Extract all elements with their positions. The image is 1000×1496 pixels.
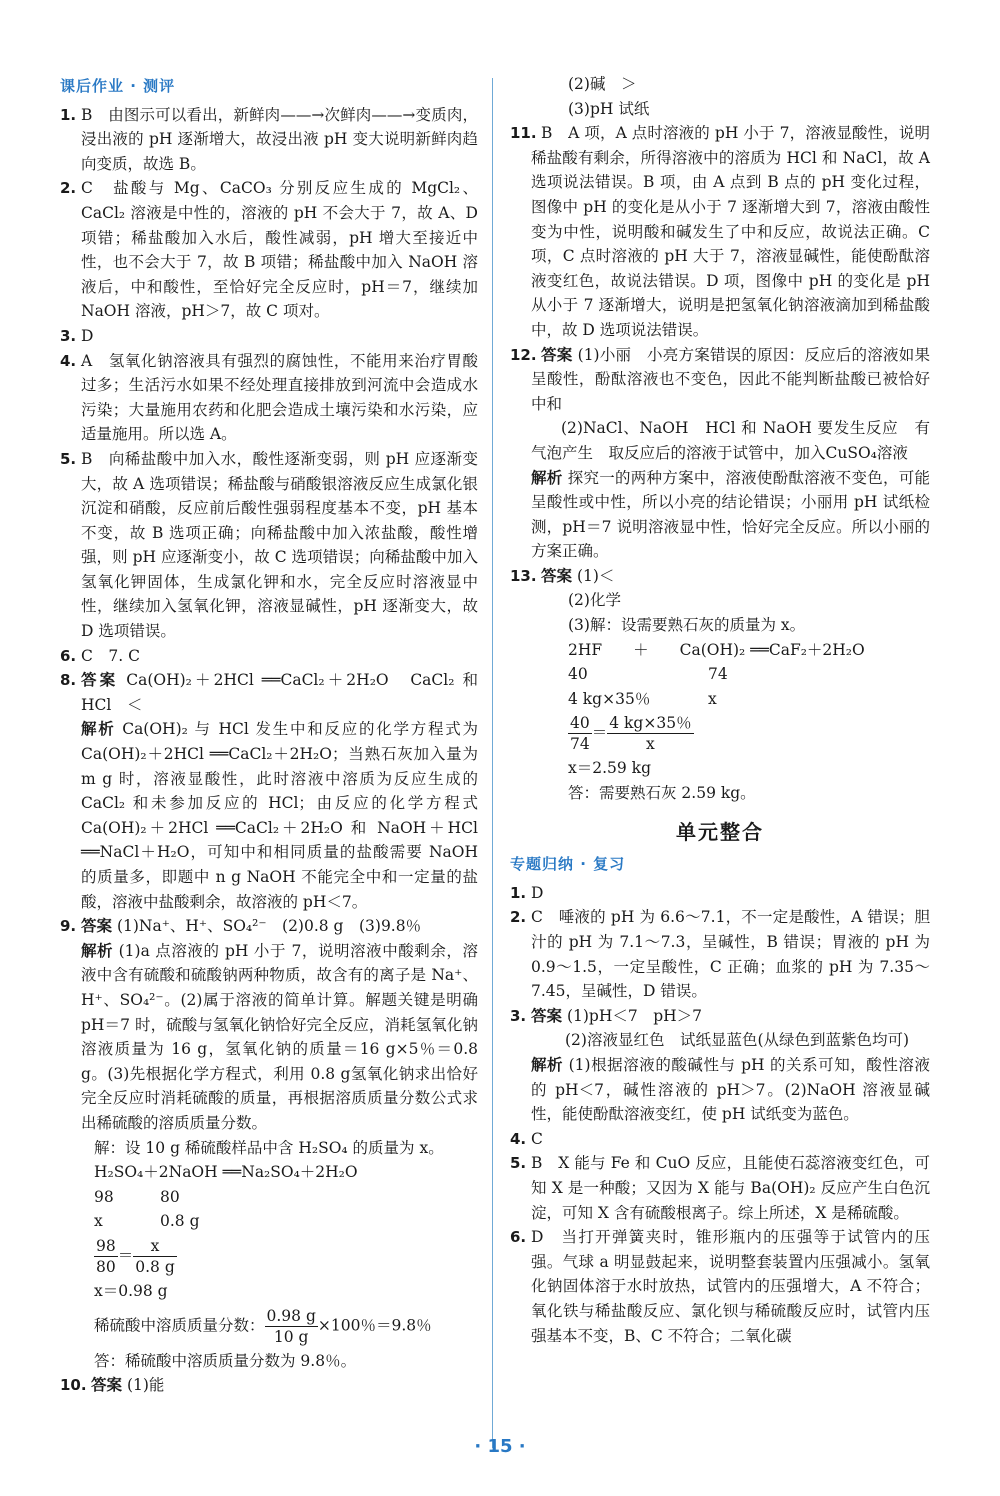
mass-row-1: 98 80 [94,1187,180,1206]
item-number: 2. [60,179,77,198]
item-number: 8. [60,671,77,690]
review-item-6 [510,1225,930,1348]
answer-item-10 [60,1373,478,1398]
item-text: D 当打开弹簧夹时，锥形瓶内的压强等于试管内的压强。气球 a 明显鼓起来，说明整套装置内压强减小。氢氧化钠固体溶于水时放热，试管内的压强增大，A 不符合；氧化铁与稀盐酸反应、氯化钡与稀硫酸反应时，试管内压强基本不变，B、C 不符合；二氧化碳 [531,1228,930,1345]
answer-text: (1)能 [126,1376,165,1395]
answer-item-8 [60,668,478,717]
fraction: $\frac{40}{74}$ [570,714,590,754]
item-number: 5. [60,449,77,468]
item-text: B 由图示可以看出，新鲜肉——→次鲜肉——→变质肉，浸出液的 pH 逐渐增大，故浸出液 pH 变大说明新鲜肉趋向变质，故选 B。 [81,105,478,173]
item-number: 2. [510,908,527,927]
solution-line: 解：设 10 g 稀硫酸样品中含 H₂SO₄ 的质量为 x。 [94,1138,444,1157]
review-item-5 [510,1151,930,1225]
analysis-label: 解析 [531,1055,564,1074]
mass-row-1: 40 74 [568,665,728,684]
analysis-item-8 [60,717,478,914]
analysis-text: Ca(OH)₂ 与 HCl 发生中和反应的化学方程式为 Ca(OH)₂＋2HCl ══CaCl₂＋2H₂O；当熟石灰加入量为 m g 时，溶液显酸性，此时溶液中溶质为反应生成的 CaCl₂ 和未参加反应的 HCl；由反应的化学方程式 Ca(OH)₂＋2HCl ══CaCl₂＋2H₂O 和 NaOH＋HCl ══NaCl＋H₂O，可知中和相同质量的盐酸需要 NaOH 的质量多，即题中 n g NaOH 不能完全中和一定量的盐酸，溶液中盐酸剩余，故溶液的 pH＜7。 [81,720,478,911]
answer-13-part-2: (2)化学 [568,591,621,610]
result-line: x＝0.98 g [94,1281,168,1300]
answer-item-3 [60,324,478,349]
page-number: · 15 · [474,1436,526,1457]
answer-item-1 [60,103,478,177]
percentage-line: 稀硫酸中溶质质量分数： $\frac{0.98 g}{10 g}$ ×100％＝9.8％ [94,1306,432,1346]
answer-text: (1)小丽 小亮方案错误的原因：反应后的溶液如果呈酸性，酚酞溶液也不变色，因此不能判断盐酸已被恰好中和 [531,345,930,413]
item-text: D [531,883,544,902]
fraction: $\frac{x}{0.8 g}$ [135,1236,175,1276]
analysis-label: 解析 [81,720,116,739]
answer-label: 答案 [541,345,573,364]
fraction: $\frac{4 kg\times 35\%}{x}$ [609,714,692,754]
item-text: C [531,1129,543,1148]
analysis-label: 解析 [531,468,563,487]
mass-row-2: x 0.8 g [94,1212,200,1231]
proportion-line: $\frac{98}{80}$ ＝ $\frac{x}{0.8 g}$ [96,1236,175,1276]
item-text: D [81,326,94,345]
equation-line: 2HF ＋ Ca(OH)₂ ══CaF₂＋2H₂O [568,640,865,659]
review-item-1 [510,881,930,906]
answer-item-9 [60,914,478,939]
item-number: 5. [510,1154,527,1173]
final-answer: 答：稀硫酸中溶质质量分数为 9.8％。 [94,1351,357,1370]
answer-item-2 [60,176,478,324]
answer-12-part-2: (2)NaCl、NaOH HCl 和 NaOH 要发生反应 有气泡产生 取反应后的溶液于试管中，加入CuSO₄溶液 [531,419,930,462]
item-number: 12. [510,345,537,364]
item-number: 10. [60,1376,87,1395]
answer-item-13 [510,564,930,589]
review-analysis-3 [510,1053,930,1127]
answer-item-6-7 [60,644,478,669]
answer-label: 答案 [81,671,119,690]
item-text: B A 项，A 点时溶液的 pH 小于 7，溶液显酸性，说明稀盐酸有剩余，所得溶液中的溶质为 HCl 和 NaCl，故 A 选项说法错误。B 项，由 A 点到 B 点的 pH 变化过程，图像中 pH 的变化是从小于 7 逐渐增大到 7，溶液由酸性变为中性，说明酸和碱发生了中和反应，故说法正确。C 项，C 点时溶液的 pH 大于 7，溶液显碱性，能使酚酞溶液变红色，故说法错误。D 项，图像中 pH 的变化是 pH 从小于 7 逐渐增大，说明是把氢氧化钠溶液滴加到稀盐酸中，故 D 选项说法错误。 [531,124,930,339]
equation-line: H₂SO₄＋2NaOH ══Na₂SO₄＋2H₂O [94,1163,358,1182]
answer-10-part-3: (3)pH 试纸 [568,99,650,118]
item-text: C 7. C [81,646,140,665]
answer-text: Ca(OH)₂＋2HCl ══CaCl₂＋2H₂O CaCl₂ 和 HCl ＜ [81,671,478,714]
mass-row-2: 4 kg×35％ x [568,689,717,708]
proportion-line: $\frac{40}{74}$ ＝ $\frac{4 kg\times 35\%}{x}$ [570,714,692,754]
answer-10-part-2: (2)碱 ＞ [568,75,637,93]
answer-label: 答案 [91,1376,123,1395]
review-item-2 [510,905,930,1003]
answer-label: 答案 [81,917,113,936]
analysis-label: 解析 [81,941,114,960]
analysis-text: 探究一的两种方案中，溶液使酚酞溶液不变色，可能呈酸性或中性，所以小亮的结论错误；小丽用 pH 试纸检测，pH＝7 说明溶液显中性，恰好完全反应。所以小丽的方案正确。 [531,468,930,561]
answer-text: (1)＜ [576,566,615,585]
section-title-homework: 课后作业 · 测评 [60,77,176,95]
analysis-item-12 [510,466,930,564]
item-text: B 向稀盐酸中加入水，酸性逐渐变弱，则 pH 应逐渐变大，故 A 选项错误；稀盐酸与硝酸银溶液反应生成氯化银沉淀和硝酸，反应前后酸性强弱程度基本不变，pH 基本不变，故 B 选项正确；向稀盐酸中加入浓盐酸，酸性增强，则 pH 应逐渐变小，故 C 选项错误；向稀盐酸中加入氢氧化钾固体，生成氯化钾和水，完全反应时溶液显中性，继续加入氢氧化钾，溶液显碱性，pH 逐渐变大，故 D 选项错误。 [81,449,478,641]
item-number: 9. [60,917,77,936]
item-number: 6. [60,646,77,665]
answer-label: 答案 [541,566,573,585]
answer-text: (1)pH＜7 pH＞7 [566,1006,703,1025]
column-divider [492,78,493,1448]
analysis-text: (1)根据溶液的酸碱性与 pH 的关系可知，酸性溶液的 pH＜7，碱性溶液的 pH＞7。(2)NaOH 溶液显碱性，能使酚酞溶液变红，使 pH 试纸变为蓝色。 [531,1055,930,1124]
fraction: $\frac{98}{80}$ [96,1236,116,1276]
section-title-review: 专题归纳 · 复习 [510,855,626,874]
review-item-4 [510,1127,930,1152]
analysis-item-9 [60,939,478,1136]
item-number: 4. [60,351,77,370]
item-text: A 氢氧化钠溶液具有强烈的腐蚀性，不能用来治疗胃酸过多；生活污水如果不经处理直接排放到河流中会造成水污染；大量施用农药和化肥会造成土壤污染和水污染，应适量施用。所以选 A。 [81,351,478,444]
item-number: 6. [510,1228,527,1247]
item-text: B X 能与 Fe 和 CuO 反应，且能使石蕊溶液变红色，可知 X 是一种酸；又因为 X 能与 Ba(OH)₂ 反应产生白色沉淀，可知 X 含有硫酸根离子。综上所述，X 是稀硫酸。 [531,1154,930,1222]
item-number: 1. [510,883,527,902]
item-text: C 盐酸与 Mg、CaCO₃ 分别反应生成的 MgCl₂、CaCl₂ 溶液是中性的，溶液的 pH 不会大于 7，故 A、D 项错；稀盐酸加入水后，酸性减弱，pH 增大至接近中性，也不会大于 7，故 B 项错；稀盐酸中加入 NaOH 溶液后，中和酸性，至恰好完全反应时，pH＝7，继续加 NaOH 溶液，pH＞7，故 C 项对。 [81,179,478,321]
final-answer: 答：需要熟石灰 2.59 kg。 [568,784,756,803]
answer-item-5 [60,447,478,644]
fraction: $\frac{0.98 g}{10 g}$ [266,1306,316,1346]
answer-label: 答案 [531,1006,563,1025]
right-column [510,72,930,1348]
answer-item-4 [60,349,478,447]
answer-item-12 [510,343,930,417]
item-number: 13. [510,566,537,585]
unit-title: 单元整合 [676,819,764,844]
review-item-3 [510,1004,930,1029]
left-column [60,72,478,1398]
item-number: 11. [510,124,537,143]
answer-text: (1)Na⁺、H⁺、SO₄²⁻ (2)0.8 g (3)9.8％ [116,917,422,936]
analysis-text: (1)a 点溶液的 pH 小于 7，说明溶液中酸剩余，溶液中含有硫酸和硫酸钠两种物质，故含有的离子是 Na⁺、H⁺、SO₄²⁻。(2)属于溶液的简单计算。解题关键是明确 pH＝7 时，硫酸与氢氧化钠恰好完全反应，消耗氢氧化钠溶液质量为 16 g，氢氧化钠的质量＝16 g×5％＝0.8 g。(3)先根据化学方程式，利用 0.8 g氢氧化钠求出恰好完全反应时消耗硫酸的质量，再根据溶质质量分数公式求出稀硫酸的溶质质量分数。 [81,941,478,1132]
item-number: 3. [510,1006,527,1025]
result-line: x＝2.59 kg [568,759,651,778]
item-number: 4. [510,1129,527,1148]
answer-13-part-3: (3)解：设需要熟石灰的质量为 x。 [568,616,806,635]
review-3-part-2: (2)溶液显红色 试纸显蓝色(从绿色到蓝紫色均可) [565,1031,910,1050]
item-text: C 唾液的 pH 为 6.6～7.1，不一定是酸性，A 错误；胆汁的 pH 为 7.1～7.3，呈碱性，B 错误；胃液的 pH 为 0.9～1.5，一定呈酸性，C 正确；血浆的 pH 为 7.35～7.45，呈碱性，D 错误。 [531,908,930,1001]
item-number: 3. [60,326,77,345]
item-number: 1. [60,105,77,124]
answer-item-11 [510,121,930,342]
